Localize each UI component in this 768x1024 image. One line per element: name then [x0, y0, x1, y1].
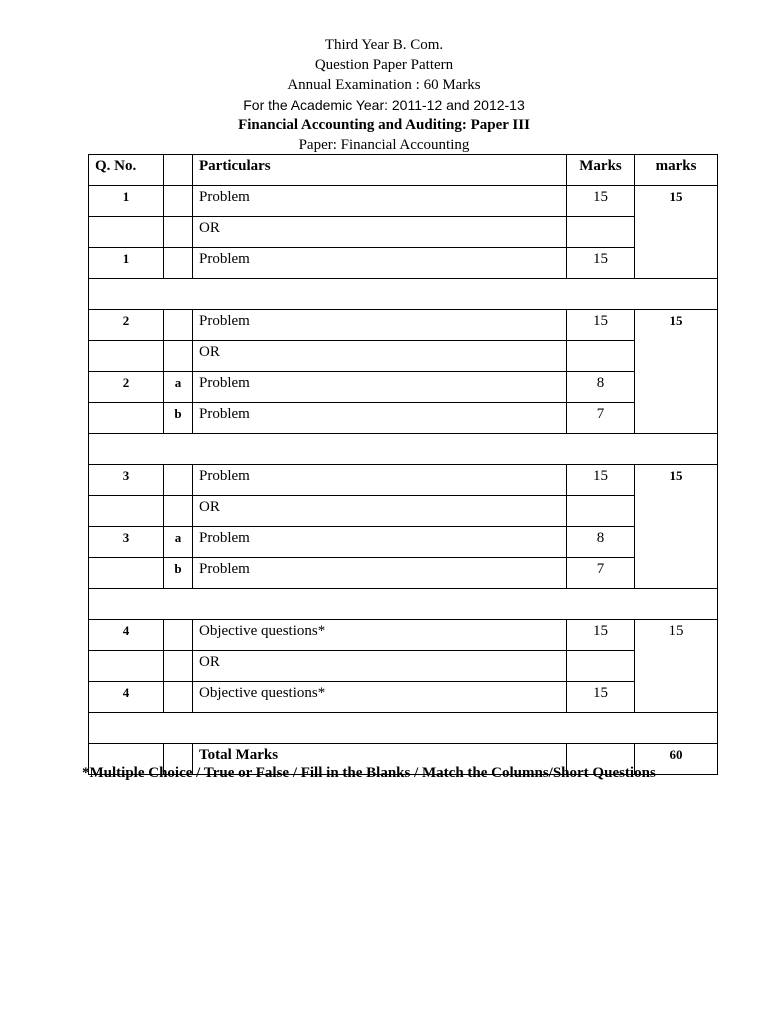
- sub-question-cell: b: [164, 558, 193, 589]
- sub-question-cell: [164, 682, 193, 713]
- sub-question-cell: [164, 186, 193, 217]
- sub-question-cell: [164, 248, 193, 279]
- particulars-cell: Problem: [193, 248, 567, 279]
- question-number-cell: 2: [89, 372, 164, 403]
- marks-cell: 15: [567, 682, 635, 713]
- group-total-cell: 15: [635, 186, 718, 279]
- header-class-title: Third Year B. Com.: [324, 37, 444, 53]
- marks-cell: 15: [567, 310, 635, 341]
- question-number-cell: [89, 496, 164, 527]
- table-row: [89, 310, 718, 341]
- question-number-cell: 4: [89, 620, 164, 651]
- header-sub: [164, 155, 193, 186]
- question-number-cell: [89, 217, 164, 248]
- footnote: *Multiple Choice / True or False / Fill in the Blanks / Match the Columns/Short Questions: [82, 765, 656, 781]
- header-marks: Marks: [567, 155, 635, 186]
- spacer-row: [89, 713, 718, 744]
- sub-question-cell: [164, 496, 193, 527]
- group-total-cell: 15: [635, 310, 718, 434]
- sub-question-cell: [164, 217, 193, 248]
- spacer-cell: [89, 713, 718, 744]
- particulars-cell: Objective questions*: [193, 682, 567, 713]
- header-exam-title: Annual Examination : 60 Marks: [287, 77, 481, 93]
- marks-cell: [567, 217, 635, 248]
- question-pattern-table: [88, 154, 718, 775]
- table-row: [89, 403, 718, 434]
- question-number-cell: 4: [89, 682, 164, 713]
- table-row: [89, 558, 718, 589]
- particulars-cell: Objective questions*: [193, 620, 567, 651]
- header-pattern-title: Question Paper Pattern: [314, 57, 454, 73]
- particulars-cell: OR: [193, 651, 567, 682]
- spacer-row: [89, 279, 718, 310]
- marks-cell: 7: [567, 558, 635, 589]
- group-total-cell: 15: [635, 465, 718, 589]
- particulars-cell: Problem: [193, 310, 567, 341]
- total-marks-label: Total Marks: [193, 744, 567, 775]
- sub-question-cell: [164, 651, 193, 682]
- question-number-cell: 1: [89, 248, 164, 279]
- sub-question-cell: [164, 465, 193, 496]
- particulars-cell: Problem: [193, 527, 567, 558]
- particulars-cell: Problem: [193, 372, 567, 403]
- table-header-row: [89, 155, 718, 186]
- particulars-cell: Problem: [193, 558, 567, 589]
- table-row: [89, 651, 718, 682]
- question-number-cell: 2: [89, 310, 164, 341]
- table-row: [89, 527, 718, 558]
- group-total-cell: 15: [635, 620, 718, 713]
- marks-cell: [567, 341, 635, 372]
- particulars-cell: OR: [193, 341, 567, 372]
- question-number-cell: [89, 651, 164, 682]
- table-row: [89, 682, 718, 713]
- sub-question-cell: [164, 310, 193, 341]
- table-row: [89, 465, 718, 496]
- table-row: [89, 372, 718, 403]
- document-header: [0, 35, 768, 155]
- header-subject: Financial Accounting and Auditing: Paper III: [238, 117, 530, 133]
- particulars-cell: Problem: [193, 465, 567, 496]
- header-qno: Q. No.: [89, 155, 164, 186]
- marks-cell: 15: [567, 620, 635, 651]
- sub-question-cell: [164, 620, 193, 651]
- spacer-cell: [89, 589, 718, 620]
- marks-cell: 8: [567, 527, 635, 558]
- sub-question-cell: a: [164, 527, 193, 558]
- marks-cell: 15: [567, 465, 635, 496]
- marks-cell: 8: [567, 372, 635, 403]
- particulars-cell: OR: [193, 496, 567, 527]
- marks-cell: 7: [567, 403, 635, 434]
- header-paper: Paper: Financial Accounting: [298, 137, 470, 153]
- spacer-cell: [89, 434, 718, 465]
- question-number-cell: 3: [89, 527, 164, 558]
- header-total-marks: marks: [635, 155, 718, 186]
- question-number-cell: [89, 341, 164, 372]
- spacer-row: [89, 434, 718, 465]
- header-academic-year: For the Academic Year: 2011-12 and 2012-13: [243, 97, 525, 113]
- marks-cell: 15: [567, 248, 635, 279]
- table-body: [89, 186, 718, 775]
- table-row: [89, 341, 718, 372]
- particulars-cell: Problem: [193, 186, 567, 217]
- marks-cell: [567, 651, 635, 682]
- spacer-cell: [89, 279, 718, 310]
- sub-question-cell: b: [164, 403, 193, 434]
- table-row: [89, 186, 718, 217]
- marks-cell: 15: [567, 186, 635, 217]
- sub-question-cell: [164, 341, 193, 372]
- header-particulars: Particulars: [193, 155, 567, 186]
- table-row: [89, 217, 718, 248]
- spacer-row: [89, 589, 718, 620]
- table-row: [89, 620, 718, 651]
- particulars-cell: Problem: [193, 403, 567, 434]
- marks-cell: [567, 496, 635, 527]
- table-row: [89, 248, 718, 279]
- grand-total-cell: 60: [635, 744, 718, 775]
- question-number-cell: 3: [89, 465, 164, 496]
- sub-question-cell: a: [164, 372, 193, 403]
- table-row: [89, 496, 718, 527]
- question-number-cell: 1: [89, 186, 164, 217]
- question-number-cell: [89, 558, 164, 589]
- particulars-cell: OR: [193, 217, 567, 248]
- question-number-cell: [89, 403, 164, 434]
